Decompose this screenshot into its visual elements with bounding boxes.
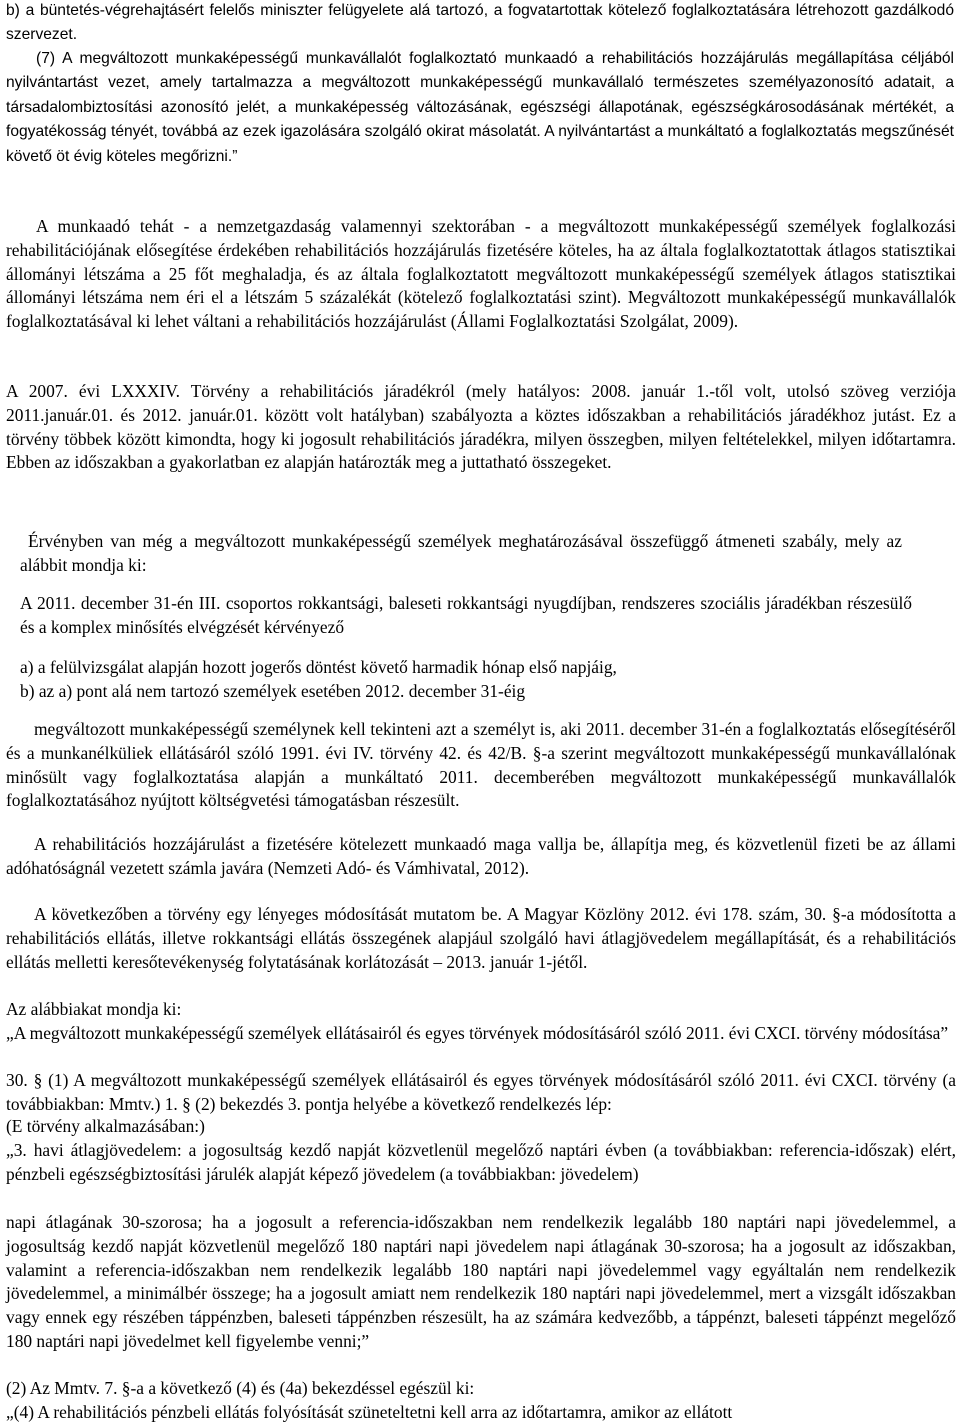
paragraph-declaration: A rehabilitációs hozzájárulást a fizetésére kötelezett munkaadó maga vallja be, állapítja meg, és közvetlenül fizeti be az állami adóhatóságnál vezetett számla javára (Nemzeti Adó- és Vámhivatal, 2012).	[6, 834, 956, 878]
paragraph-section-2: (2) Az Mmtv. 7. §-a a következő (4) és (4a) bekezdéssel egészül ki:	[6, 1378, 475, 1398]
paragraph-law-title-quote: „A megváltozott munkaképességű személyek ellátásairól és egyes törvények módosításáról szóló 2011. évi CXCI. törvény módosítása”	[6, 1023, 949, 1043]
paragraph-considered-persons: megváltozott munkaképességű személynek kell tekinteni azt a személyt is, aki 2011. december 31-én a foglalkoztatás elősegítéséről és a munkanélküliek ellátásáról szóló 1991. évi IV. törvény 42. és 42/B. §-a szerint megváltozott munkaképességű munkavállalónak minősült vagy foglalkoztatása alapján a munkáltató 2011. decemberében megváltozott munkaképességű munkavállalók foglalkoztatásához nyújtott költségvetési támogatásban részesült.	[6, 719, 956, 811]
paragraph-section-7: (7) A megváltozott munkaképességű munkavállalót foglalkoztató munkaadó a rehabilitációs hozzájárulás megállapítása céljából nyilvántartást vezet, amely tartalmazza a megváltozott munkaképességű munkavállaló természetes személyazonosító adatait, a társadalombiztosítási azonosító jelét, a munkaképesség változásának, egészségi állapotának, egészségkárosodásának mértékét, a fogyatékosság tényét, továbbá az ezek igazolására szolgáló okirat másolatát. A nyilvántartást a munkáltató a foglalkoztatás megszűnését követő öt évig köteles megőrizni.”	[6, 50, 954, 165]
paragraph-2007-law: A 2007. évi LXXXIV. Törvény a rehabilitációs járadékról (mely hatályos: 2008. január 1.-től volt, utolsó szöveg verziója 2011.január.01. és 2012. január.01. között volt hatályban) szabályozta a köztes időszakban a rehabilitációs járadékhoz jutást. Ez a törvény többek között kimondta, hogy ki jogosult rehabilitációs járadékra, milyen összegben, milyen feltételekkel, milyen időtartamra. Ebben az időszakban a gyakorlatban ez alapján határozták meg a juttatható összegeket.	[6, 381, 956, 473]
paragraph-following: Az alábbiakat mondja ki:	[6, 999, 182, 1019]
paragraph-application-note: (E törvény alkalmazásában:)	[6, 1116, 205, 1136]
paragraph-section-4: „(4) A rehabilitációs pénzbeli ellátás folyósítását szüneteltetni kell arra az időtartamra, amikor az ellátott	[6, 1402, 733, 1422]
paragraph-transitional-rule: Érvényben van még a megváltozott munkaképességű személyek meghatározásával összefüggő átmeneti szabály, mely az alábbit mondja ki:	[20, 531, 902, 575]
paragraph-30-section-1: 30. § (1) A megváltozott munkaképességű személyek ellátásairól és egyes törvények módosításáról szóló 2011. évi CXCI. törvény (a továbbiakban: Mmtv.) 1. § (2) bekezdés 3. pontja helyébe a következő rendelkezés lép:	[6, 1070, 956, 1114]
paragraph-daily-average: napi átlagának 30-szorosa; ha a jogosult a referencia-időszakban nem rendelkezik legalább 180 naptári napi jövedelemmel, a jogosultság kezdő napját közvetlenül megelőző 180 naptári napi jövedelem napi átlagának 30-szorosa; ha a jogosult az időszakban, valamint a referencia-időszakban nem rendelkezik legalább 180 naptári napi jövedelemmel vagy egyáltalán nem rendelkezik jövedelemmel, a minimálbér összege; ha a jogosult amiatt nem rendelkezik 180 naptári napi jövedelemmel, mert a vizsgált időszakban vagy ennek egy részében táppénzben, baleseti táppénzben részesült, ha az számára kedvezőbb, a táppénzt, baleseti táppénzt megelőző 180 naptári napi jövedelmet kell figyelembe venni;”	[6, 1212, 956, 1351]
paragraph-rehabilitation-contribution: A munkaadó tehát - a nemzetgazdaság valamennyi szektorában - a megváltozott munkaképességű személyek foglalkozási rehabilitációjának elősegítése érdekében rehabilitációs hozzájárulás fizetésére köteles, ha az általa foglalkoztatottak átlagos statisztikai állományi létszáma a 25 főt meghaladja, és az általa foglalkoztatott megváltozott munkaképességű személyek átlagos statisztikai állományi létszáma nem éri el a létszám 5 százalékát (kötelező foglalkoztatási szint). Megváltozott munkaképességű munkavállalók foglalkoztatásával ki lehet váltani a rehabilitációs hozzájárulást (Állami Foglalkoztatási Szolgálat, 2009).	[6, 216, 956, 332]
list-item-b: b) az a) pont alá nem tartozó személyek esetében 2012. december 31-éig	[20, 681, 526, 701]
paragraph-amendment-intro: A következőben a törvény egy lényeges módosítását mutatom be. A Magyar Közlöny 2012. évi 178. szám, 30. §-a módosította a rehabilitációs ellátás, illetve rokkantsági ellátás összegének alapjául szolgáló havi átlagjövedelem megállapítását, és a rehabilitációs ellátás melletti keresőtevékenység folytatásának korlátozását – 2013. január 1-jétől.	[6, 904, 956, 972]
paragraph-b-item: b) a büntetés-végrehajtásért felelős miniszter felügyelete alá tartozó, a fogvatartottak kötelező foglalkoztatására létrehozott gazdálkodó szervezet.	[6, 2, 954, 44]
paragraph-2011-december: A 2011. december 31-én III. csoportos rokkantsági, baleseti rokkantsági nyugdíjban, rendszeres szociális járadékban részesülő és a komplex minősítés elvégzését kérvényező	[20, 593, 912, 637]
paragraph-monthly-average-income: „3. havi átlagjövedelem: a jogosultság kezdő napját közvetlenül megelőző naptári évben (a továbbiakban: referencia-időszak) elért, pénzbeli egészségbiztosítási járulék alapját képező jövedelem (a továbbiakban: jövedelem)	[6, 1140, 956, 1184]
list-item-a: a) a felülvizsgálat alapján hozott jogerős döntést követő harmadik hónap első napjáig,	[20, 657, 617, 677]
